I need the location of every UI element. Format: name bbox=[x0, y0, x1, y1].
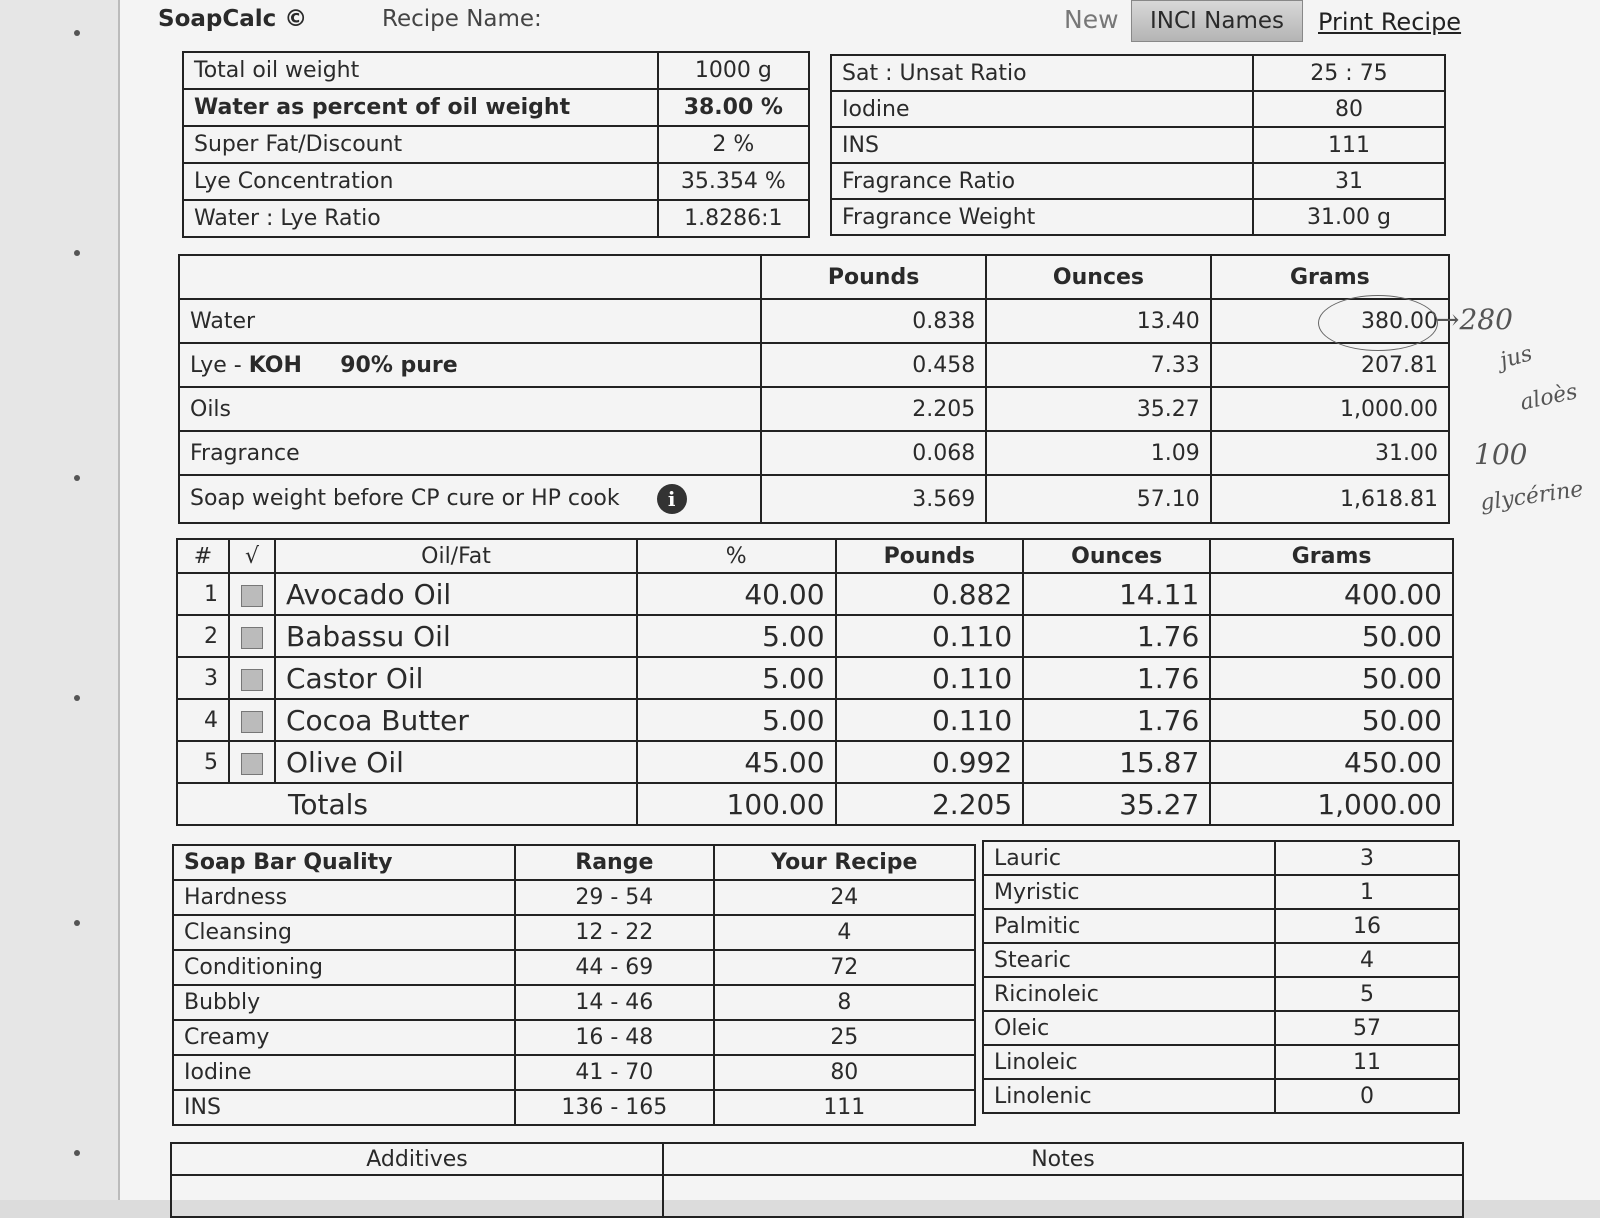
quality-name: Cleansing bbox=[173, 915, 515, 950]
oil-check-cell bbox=[229, 699, 275, 741]
oil-checkbox[interactable] bbox=[241, 753, 263, 775]
fatty-acid-value: 4 bbox=[1275, 943, 1459, 977]
binder-hole bbox=[74, 920, 80, 926]
binder-margin bbox=[0, 0, 118, 1200]
weight-label: Lye - bbox=[190, 352, 242, 378]
fatty-acid-value: 11 bbox=[1275, 1045, 1459, 1079]
oil-ounces: 1.76 bbox=[1023, 657, 1210, 699]
binder-hole bbox=[74, 1150, 80, 1156]
quality-row bbox=[173, 915, 975, 950]
ratio-value: 31.00 g bbox=[1253, 199, 1445, 235]
totals-grams: 1,000.00 bbox=[1210, 783, 1453, 825]
quality-range: 136 - 165 bbox=[515, 1090, 714, 1125]
oils-header-pounds: Pounds bbox=[836, 539, 1024, 573]
binder-hole bbox=[74, 695, 80, 701]
notes-header-row bbox=[171, 1143, 1463, 1175]
oil-grams: 450.00 bbox=[1210, 741, 1453, 783]
quality-row bbox=[173, 880, 975, 915]
weight-label: Soap weight before CP cure or HP cook bbox=[190, 486, 620, 511]
oil-pounds: 0.992 bbox=[836, 741, 1024, 783]
oil-ounces: 1.76 bbox=[1023, 699, 1210, 741]
oil-grams: 50.00 bbox=[1210, 699, 1453, 741]
setting-label: Total oil weight bbox=[183, 52, 658, 89]
fatty-acid-row bbox=[983, 943, 1459, 977]
quality-name: Hardness bbox=[173, 880, 515, 915]
settings-table bbox=[182, 51, 810, 238]
quality-value: 4 bbox=[714, 915, 975, 950]
weight-label: Fragrance bbox=[179, 431, 761, 475]
oil-pounds: 0.110 bbox=[836, 615, 1024, 657]
quality-range: 16 - 48 bbox=[515, 1020, 714, 1055]
setting-label: Lye Concentration bbox=[183, 163, 658, 200]
fatty-acid-name: Oleic bbox=[983, 1011, 1275, 1045]
settings-row bbox=[183, 163, 809, 200]
oil-check-cell bbox=[229, 615, 275, 657]
ratios-row bbox=[831, 91, 1445, 127]
oil-grams: 400.00 bbox=[1210, 573, 1453, 615]
quality-value: 24 bbox=[714, 880, 975, 915]
weight-grams: 380.00 bbox=[1211, 299, 1449, 343]
oil-percent: 5.00 bbox=[637, 615, 836, 657]
weight-ounces: 1.09 bbox=[986, 431, 1211, 475]
fatty-acid-table bbox=[982, 840, 1460, 1114]
fatty-acid-value: 0 bbox=[1275, 1079, 1459, 1113]
oil-row bbox=[177, 615, 1453, 657]
fatty-acid-value: 3 bbox=[1275, 841, 1459, 875]
oil-ounces: 15.87 bbox=[1023, 741, 1210, 783]
handwritten-note-line: aloès bbox=[1518, 379, 1580, 416]
settings-row bbox=[183, 52, 809, 89]
oil-percent: 45.00 bbox=[637, 741, 836, 783]
weight-pounds: 0.458 bbox=[761, 343, 986, 387]
quality-name: Iodine bbox=[173, 1055, 515, 1090]
inci-names-button[interactable]: INCI Names bbox=[1131, 0, 1303, 42]
ratio-label: Fragrance Ratio bbox=[831, 163, 1253, 199]
binder-hole bbox=[74, 30, 80, 36]
oil-row bbox=[177, 657, 1453, 699]
new-link[interactable]: New bbox=[1064, 5, 1119, 34]
ratios-row bbox=[831, 163, 1445, 199]
oil-checkbox[interactable] bbox=[241, 711, 263, 733]
weight-pounds: 0.838 bbox=[761, 299, 986, 343]
settings-row bbox=[183, 126, 809, 163]
oil-row bbox=[177, 741, 1453, 783]
quality-row bbox=[173, 1090, 975, 1125]
ratios-row bbox=[831, 55, 1445, 91]
weight-ounces: 35.27 bbox=[986, 387, 1211, 431]
fatty-acid-name: Lauric bbox=[983, 841, 1275, 875]
oil-name: Avocado Oil bbox=[275, 573, 637, 615]
oil-number: 1 bbox=[177, 573, 229, 615]
ratios-row bbox=[831, 199, 1445, 235]
setting-value: 2 % bbox=[658, 126, 809, 163]
ratio-label: Fragrance Weight bbox=[831, 199, 1253, 235]
oil-name: Olive Oil bbox=[275, 741, 637, 783]
handwritten-circle bbox=[1318, 295, 1438, 351]
totals-ounces: 35.27 bbox=[1023, 783, 1210, 825]
oils-header-check: √ bbox=[229, 539, 275, 573]
weight-ounces: 7.33 bbox=[986, 343, 1211, 387]
fatty-acid-name: Linoleic bbox=[983, 1045, 1275, 1079]
quality-row bbox=[173, 1055, 975, 1090]
quality-range: 44 - 69 bbox=[515, 950, 714, 985]
ratio-value: 111 bbox=[1253, 127, 1445, 163]
oils-totals-row bbox=[177, 783, 1453, 825]
weights-header-row bbox=[179, 255, 1449, 299]
fatty-acid-row bbox=[983, 1079, 1459, 1113]
additives-notes-table bbox=[170, 1142, 1464, 1218]
weight-pounds: 3.569 bbox=[761, 475, 986, 523]
oil-name: Babassu Oil bbox=[275, 615, 637, 657]
fatty-acid-name: Linolenic bbox=[983, 1079, 1275, 1113]
handwritten-water-correction: →280 bbox=[1436, 303, 1513, 336]
quality-name: Creamy bbox=[173, 1020, 515, 1055]
weight-grams: 31.00 bbox=[1211, 431, 1449, 475]
totals-percent: 100.00 bbox=[637, 783, 836, 825]
quality-header-recipe: Your Recipe bbox=[714, 845, 975, 880]
oils-header-percent: % bbox=[637, 539, 836, 573]
fatty-acid-row bbox=[983, 841, 1459, 875]
quality-range: 29 - 54 bbox=[515, 880, 714, 915]
oil-checkbox[interactable] bbox=[241, 585, 263, 607]
oil-checkbox[interactable] bbox=[241, 627, 263, 649]
quality-header-name: Soap Bar Quality bbox=[173, 845, 515, 880]
weights-row-oils bbox=[179, 387, 1449, 431]
oil-number: 5 bbox=[177, 741, 229, 783]
oil-row bbox=[177, 573, 1453, 615]
setting-value: 38.00 % bbox=[658, 89, 809, 126]
totals-pounds: 2.205 bbox=[836, 783, 1024, 825]
fatty-acid-name: Ricinoleic bbox=[983, 977, 1275, 1011]
setting-value: 35.354 % bbox=[658, 163, 809, 200]
weight-label-cell bbox=[179, 475, 761, 523]
quality-range: 12 - 22 bbox=[515, 915, 714, 950]
soap-quality-table bbox=[172, 844, 976, 1126]
weight-grams: 207.81 bbox=[1211, 343, 1449, 387]
lye-type: KOH 90% pure bbox=[248, 352, 458, 378]
quality-value: 111 bbox=[714, 1090, 975, 1125]
fatty-acid-row bbox=[983, 909, 1459, 943]
setting-value: 1.8286:1 bbox=[658, 200, 809, 237]
quality-value: 25 bbox=[714, 1020, 975, 1055]
oil-percent: 5.00 bbox=[637, 699, 836, 741]
quality-row bbox=[173, 950, 975, 985]
oil-number: 4 bbox=[177, 699, 229, 741]
oil-pounds: 0.882 bbox=[836, 573, 1024, 615]
fatty-acid-value: 57 bbox=[1275, 1011, 1459, 1045]
fatty-acid-value: 16 bbox=[1275, 909, 1459, 943]
oil-percent: 40.00 bbox=[637, 573, 836, 615]
oils-header-ounces: Ounces bbox=[1023, 539, 1210, 573]
weight-ounces: 57.10 bbox=[986, 475, 1211, 523]
fatty-acid-row bbox=[983, 1011, 1459, 1045]
settings-row bbox=[183, 89, 809, 126]
oils-header-row bbox=[177, 539, 1453, 573]
oil-percent: 5.00 bbox=[637, 657, 836, 699]
weights-table bbox=[178, 254, 1450, 524]
app-brand: SoapCalc © bbox=[158, 6, 308, 32]
ratio-label: INS bbox=[831, 127, 1253, 163]
ratio-label: Sat : Unsat Ratio bbox=[831, 55, 1253, 91]
additives-label: Additives bbox=[171, 1143, 663, 1175]
ratio-value: 31 bbox=[1253, 163, 1445, 199]
weight-label: Oils bbox=[179, 387, 761, 431]
notes-field[interactable] bbox=[663, 1175, 1463, 1217]
setting-label: Super Fat/Discount bbox=[183, 126, 658, 163]
fatty-acid-value: 5 bbox=[1275, 977, 1459, 1011]
info-icon[interactable]: i bbox=[657, 484, 687, 514]
ratio-value: 80 bbox=[1253, 91, 1445, 127]
quality-range: 41 - 70 bbox=[515, 1055, 714, 1090]
quality-header-range: Range bbox=[515, 845, 714, 880]
fatty-acid-name: Myristic bbox=[983, 875, 1275, 909]
setting-label: Water as percent of oil weight bbox=[183, 89, 658, 126]
weights-header-ounces: Ounces bbox=[986, 255, 1211, 299]
binder-hole bbox=[74, 250, 80, 256]
binder-hole bbox=[74, 475, 80, 481]
oil-checkbox[interactable] bbox=[241, 669, 263, 691]
totals-label: Totals bbox=[177, 783, 637, 825]
fatty-acid-row bbox=[983, 977, 1459, 1011]
oil-number: 3 bbox=[177, 657, 229, 699]
quality-header-row bbox=[173, 845, 975, 880]
oil-name: Cocoa Butter bbox=[275, 699, 637, 741]
setting-label: Water : Lye Ratio bbox=[183, 200, 658, 237]
fatty-acid-row bbox=[983, 1045, 1459, 1079]
weight-pounds: 2.205 bbox=[761, 387, 986, 431]
oils-header-name: Oil/Fat bbox=[275, 539, 637, 573]
quality-row bbox=[173, 985, 975, 1020]
weights-header-blank bbox=[179, 255, 761, 299]
weights-row-soap-weight bbox=[179, 475, 1449, 523]
quality-name: Conditioning bbox=[173, 950, 515, 985]
fatty-acid-row bbox=[983, 875, 1459, 909]
oil-pounds: 0.110 bbox=[836, 699, 1024, 741]
oil-name: Castor Oil bbox=[275, 657, 637, 699]
handwritten-note-line: 100 bbox=[1474, 438, 1528, 471]
recipe-name-label: Recipe Name: bbox=[382, 6, 542, 32]
additives-field[interactable] bbox=[171, 1175, 663, 1217]
weights-row-fragrance bbox=[179, 431, 1449, 475]
weight-label-cell bbox=[179, 343, 761, 387]
setting-value: 1000 g bbox=[658, 52, 809, 89]
oil-grams: 50.00 bbox=[1210, 615, 1453, 657]
ratios-row bbox=[831, 127, 1445, 163]
weight-grams: 1,618.81 bbox=[1211, 475, 1449, 523]
ratios-table bbox=[830, 54, 1446, 236]
oil-row bbox=[177, 699, 1453, 741]
oil-check-cell bbox=[229, 573, 275, 615]
oil-check-cell bbox=[229, 657, 275, 699]
ratio-label: Iodine bbox=[831, 91, 1253, 127]
quality-value: 72 bbox=[714, 950, 975, 985]
oils-header-number: # bbox=[177, 539, 229, 573]
quality-value: 80 bbox=[714, 1055, 975, 1090]
quality-name: INS bbox=[173, 1090, 515, 1125]
weights-header-grams: Grams bbox=[1211, 255, 1449, 299]
print-recipe-link[interactable]: Print Recipe bbox=[1318, 8, 1462, 36]
weights-row-lye bbox=[179, 343, 1449, 387]
oils-header-grams: Grams bbox=[1210, 539, 1453, 573]
ratio-value: 25 : 75 bbox=[1253, 55, 1445, 91]
settings-row bbox=[183, 200, 809, 237]
oil-check-cell bbox=[229, 741, 275, 783]
weight-pounds: 0.068 bbox=[761, 431, 986, 475]
handwritten-note-line: jus bbox=[1497, 341, 1535, 374]
quality-row bbox=[173, 1020, 975, 1055]
weight-ounces: 13.40 bbox=[986, 299, 1211, 343]
weight-label: Water bbox=[179, 299, 761, 343]
quality-value: 8 bbox=[714, 985, 975, 1020]
oil-ounces: 1.76 bbox=[1023, 615, 1210, 657]
notes-label: Notes bbox=[663, 1143, 1463, 1175]
oils-table bbox=[176, 538, 1454, 826]
oil-pounds: 0.110 bbox=[836, 657, 1024, 699]
weights-row-water bbox=[179, 299, 1449, 343]
fatty-acid-name: Palmitic bbox=[983, 909, 1275, 943]
oil-grams: 50.00 bbox=[1210, 657, 1453, 699]
weight-grams: 1,000.00 bbox=[1211, 387, 1449, 431]
notes-body-row bbox=[171, 1175, 1463, 1217]
quality-range: 14 - 46 bbox=[515, 985, 714, 1020]
quality-name: Bubbly bbox=[173, 985, 515, 1020]
oil-ounces: 14.11 bbox=[1023, 573, 1210, 615]
weights-header-pounds: Pounds bbox=[761, 255, 986, 299]
oil-number: 2 bbox=[177, 615, 229, 657]
handwritten-note-line: glycérine bbox=[1478, 476, 1585, 517]
fatty-acid-value: 1 bbox=[1275, 875, 1459, 909]
fatty-acid-name: Stearic bbox=[983, 943, 1275, 977]
